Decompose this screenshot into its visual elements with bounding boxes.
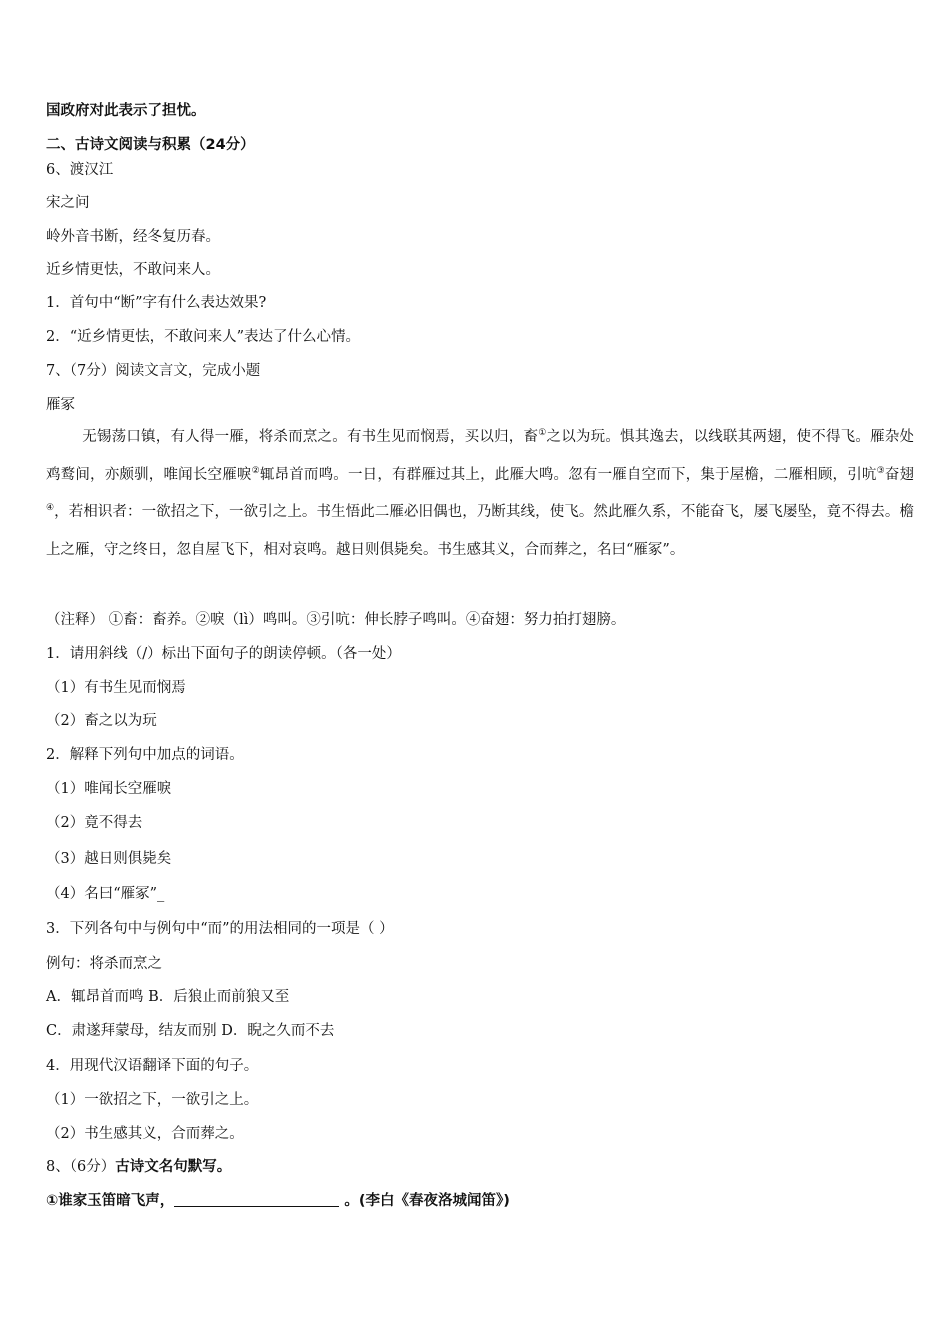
question-item: 1．首句中“断”字有什么表达效果? (46, 295, 267, 311)
sub-question: （1）唯闻长空雁唳 (46, 781, 172, 797)
question-item: 1．请用斜线（/）标出下面句子的朗读停顿。（各一处） (46, 646, 401, 662)
example-sentence: 例句：将杀而烹之 (46, 956, 162, 972)
footnote-mark: ④ (46, 503, 55, 513)
passage-part: 无锡荡口镇，有人得一雁，将杀而烹之。有书生见而悯焉，买以归，畜 (82, 429, 539, 445)
question-title: 7、（7分）阅读文言文，完成小题 (46, 363, 261, 379)
sub-question: （2）竟不得去 (46, 815, 143, 831)
passage-title: 雁冢 (46, 397, 75, 413)
question-item: 2．解释下列句中加点的词语。 (46, 747, 244, 763)
verse-source: 。(李白《春夜洛城闻笛》) (344, 1193, 510, 1209)
sub-question: （4）名曰“雁冢”_ (46, 886, 165, 902)
passage-part: 辄昂首而鸣。一日，有群雁过其上，此雁大鸣。忽有一雁自空而下，集于屋檐，二雁相顾，引吭 (259, 466, 877, 483)
footnote-mark: ① (538, 428, 547, 438)
passage-text (46, 419, 914, 569)
passage-part: 之以为玩。惧其逸去，以线联其两翅，使不得飞。雁杂处鸡鹜间，亦颇驯，唯闻长空雁唳 (46, 429, 915, 483)
section-heading: 二、古诗文阅读与积累（24分） (46, 137, 255, 153)
passage-part: ，若相识者：一欲招之下，一欲引之上。书生悟此二雁必旧偶也，乃断其线，使飞。然此雁久系，不能奋飞，屡飞屡坠，竟不得去。檐上之雁，守之终日，忽自屋飞下，相对哀鸣。越日则俱毙矣。书生感其义，合而葬之，名曰“雁冢”。 (46, 504, 914, 558)
footnote-mark: ② (251, 465, 260, 476)
answer-blank[interactable] (174, 1192, 339, 1207)
verse-prompt: ①谁家玉笛暗飞声， (46, 1193, 175, 1209)
footnote-mark: ③ (876, 465, 885, 476)
question-item: 4．用现代汉语翻译下面的句子。 (46, 1058, 259, 1074)
poem-line: 近乡情更怯，不敢问来人。 (46, 262, 220, 278)
fill-in-line (46, 1191, 510, 1211)
question-item: 2．“近乡情更怯，不敢问来人”表达了什么心情。 (46, 329, 361, 345)
sub-question: （1）一欲招之下，一欲引之上。 (46, 1092, 259, 1108)
passage-part: 奋翅 (884, 466, 915, 483)
annotation: （注释） ①畜：畜养。②唳（lì）鸣叫。③引吭：伸长脖子鸣叫。④奋翅：努力拍打翅膀。 (46, 612, 626, 628)
question-number: 8、（6分） (46, 1159, 116, 1175)
choice-line: C．肃遂拜蒙母，结友而别 D．睨之久而不去 (46, 1023, 335, 1039)
sub-question: （1）有书生见而悯焉 (46, 680, 186, 696)
question-instruction: 古诗文名句默写。 (115, 1159, 232, 1175)
poem-line: 岭外音书断，经冬复历春。 (46, 229, 220, 245)
question-title: 6、渡汉江 (46, 162, 114, 178)
sub-question: （2）书生感其义，合而葬之。 (46, 1126, 244, 1142)
sub-question: （2）畜之以为玩 (46, 713, 157, 729)
sub-question: （3）越日则俱毙矣 (46, 851, 172, 867)
question-title (46, 1157, 231, 1177)
poem-author: 宋之问 (46, 195, 90, 211)
question-item: 3．下列各句中与例句中“而”的用法相同的一项是（ ） (46, 921, 394, 937)
choice-line: A．辄昂首而鸣 B．后狼止而前狼又至 (46, 989, 290, 1005)
text-line: 国政府对此表示了担忧。 (46, 103, 206, 119)
